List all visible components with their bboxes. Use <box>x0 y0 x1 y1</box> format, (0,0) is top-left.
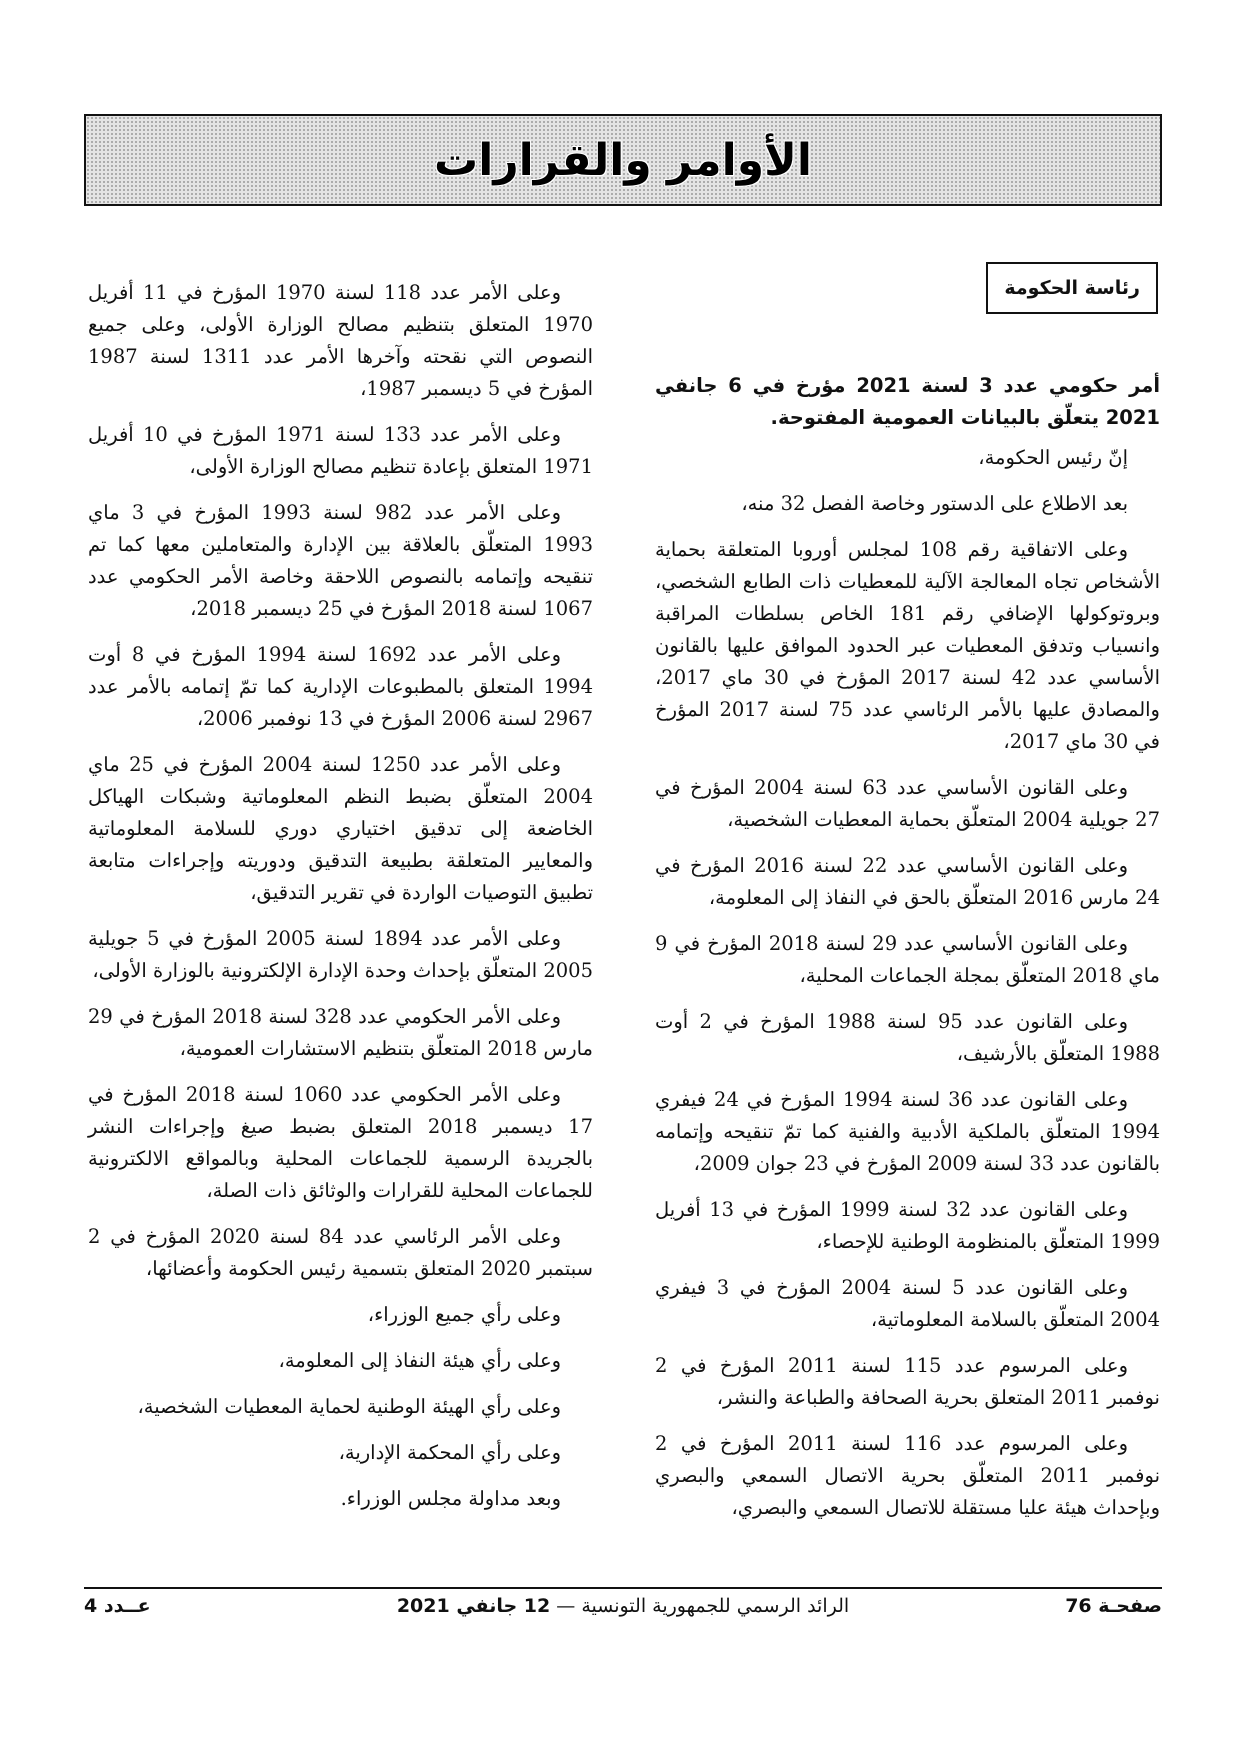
paragraph: وعلى القانون الأساسي عدد 22 لسنة 2016 المؤرخ في 24 مارس 2016 المتعلّق بالحق في النفاذ إلى المعلومة، <box>655 854 1160 909</box>
paragraph: وعلى رأي جميع الوزراء، <box>367 1303 561 1326</box>
paragraph: وعلى القانون الأساسي عدد 29 لسنة 2018 المؤرخ في 9 ماي 2018 المتعلّق بمجلة الجماعات المحلية، <box>655 932 1160 987</box>
paragraph: وعلى رأي المحكمة الإدارية، <box>338 1441 561 1464</box>
gazette-date: 12 جانفي 2021 <box>396 1595 551 1617</box>
paragraph: وعلى القانون عدد 5 لسنة 2004 المؤرخ في 3 فيفري 2004 المتعلّق بالسلامة المعلوماتية، <box>655 1276 1160 1331</box>
paragraph: وعلى المرسوم عدد 115 لسنة 2011 المؤرخ في 2 نوفمبر 2011 المتعلق بحرية الصحافة والطباعة والنشر، <box>655 1354 1160 1409</box>
paragraph: وعلى الأمر عدد 1692 لسنة 1994 المؤرخ في 8 أوت 1994 المتعلق بالمطبوعات الإدارية كما تمّ إتمامه بالأمر عدد 2967 لسنة 2006 المؤرخ في 13 نوفمبر 2006، <box>88 643 593 730</box>
paragraph: وعلى المرسوم عدد 116 لسنة 2011 المؤرخ في 2 نوفمبر 2011 المتعلّق بحرية الاتصال السمعي والبصري وبإحداث هيئة عليا مستقلة للاتصال السمعي والبصري، <box>655 1432 1160 1519</box>
paragraph: وعلى القانون عدد 32 لسنة 1999 المؤرخ في 13 أفريل 1999 المتعلّق بالمنظومة الوطنية للإحصاء، <box>655 1198 1160 1253</box>
page-number: صفحـة 76 <box>1065 1595 1162 1617</box>
page-footer <box>84 1595 1162 1631</box>
paragraph: وعلى الاتفاقية رقم 108 لمجلس أوروبا المتعلقة بحماية الأشخاص تجاه المعالجة الآلية للمعطيات ذات الطابع الشخصي، وبروتوكولها الإضافي رقم 181 الخاص بسلطات المراقبة وانسياب وتدفق المعطيات عبر الحدود الموافق عليها بالقانون الأساسي عدد 42 لسنة 2017 المؤرخ في 30 ماي 2017، والمصادق عليها بالأمر الرئاسي عدد 75 لسنة 2017 المؤرخ في 30 ماي 2017، <box>655 538 1160 753</box>
footer-divider <box>84 1587 1162 1589</box>
paragraph: وعلى الأمر عدد 1894 لسنة 2005 المؤرخ في 5 جويلية 2005 المتعلّق بإحداث وحدة الإدارة الإلكترونية بالوزارة الأولى، <box>88 927 593 982</box>
paragraph: وعلى القانون عدد 95 لسنة 1988 المؤرخ في 2 أوت 1988 المتعلّق بالأرشيف، <box>655 1010 1160 1065</box>
page-title: الأوامر والقرارات <box>434 134 812 186</box>
issue-number: عــدد 4 <box>84 1595 151 1617</box>
header-banner <box>84 114 1162 206</box>
paragraph: وعلى الأمر عدد 118 لسنة 1970 المؤرخ في 11 أفريل 1970 المتعلق بتنظيم مصالح الوزارة الأولى، وعلى جميع النصوص التي نقحته وآخرها الأمر عدد 1311 لسنة 1987 المؤرخ في 5 ديسمبر 1987، <box>88 281 593 400</box>
paragraph: وعلى رأي الهيئة الوطنية لحماية المعطيات الشخصية، <box>137 1395 561 1418</box>
paragraph: وعلى الأمر عدد 1250 لسنة 2004 المؤرخ في 25 ماي 2004 المتعلّق بضبط النظم المعلوماتية وشبكات الهياكل الخاضعة إلى تدقيق اختياري دوري للسلامة المعلوماتية والمعايير المتعلقة بطبيعة التدقيق ودوريته وإجراءات متابعة تطبيق التوصيات الواردة في تقرير التدقيق، <box>88 753 593 904</box>
paragraph: وعلى القانون الأساسي عدد 63 لسنة 2004 المؤرخ في 27 جويلية 2004 المتعلّق بحماية المعطيات الشخصية، <box>655 776 1160 831</box>
gazette-line <box>84 1595 1162 1617</box>
paragraph: إنّ رئيس الحكومة، <box>978 446 1128 469</box>
paragraph: وعلى الأمر الحكومي عدد 1060 لسنة 2018 المؤرخ في 17 ديسمبر 2018 المتعلق بضبط صيغ وإجراءات النشر بالجريدة الرسمية للجماعات المحلية وبالمواقع الالكترونية للجماعات المحلية للقرارات والوثائق ذات الصلة، <box>88 1083 593 1202</box>
right-column <box>655 262 1160 1538</box>
decree-title: أمر حكومي عدد 3 لسنة 2021 مؤرخ في 6 جانفي 2021 يتعلّق بالبيانات العمومية المفتوحة. <box>655 374 1161 429</box>
paragraph: وبعد مداولة مجلس الوزراء. <box>340 1487 561 1510</box>
paragraph: بعد الاطلاع على الدستور وخاصة الفصل 32 منه، <box>741 492 1128 515</box>
paragraph: وعلى الأمر عدد 982 لسنة 1993 المؤرخ في 3 ماي 1993 المتعلّق بالعلاقة بين الإدارة والمتعاملين معها كما تم تنقيحه وإتمامه بالنصوص اللاحقة وخاصة الأمر الحكومي عدد 1067 لسنة 2018 المؤرخ في 25 ديسمبر 2018، <box>88 501 593 620</box>
paragraph: وعلى الأمر الحكومي عدد 328 لسنة 2018 المؤرخ في 29 مارس 2018 المتعلّق بتنظيم الاستشارات العمومية، <box>88 1005 593 1060</box>
paragraph: وعلى الأمر الرئاسي عدد 84 لسنة 2020 المؤرخ في 2 سبتمبر 2020 المتعلق بتسمية رئيس الحكومة وأعضائها، <box>88 1225 593 1280</box>
gazette-name: الرائد الرسمي للجمهورية التونسية — <box>556 1595 850 1617</box>
paragraph: وعلى الأمر عدد 133 لسنة 1971 المؤرخ في 10 أفريل 1971 المتعلق بإعادة تنظيم مصالح الوزارة الأولى، <box>88 423 593 478</box>
left-column <box>88 277 593 1529</box>
paragraph: وعلى القانون عدد 36 لسنة 1994 المؤرخ في 24 فيفري 1994 المتعلّق بالملكية الأدبية والفنية كما تمّ تنقيحه وإتمامه بالقانون عدد 33 لسنة 2009 المؤرخ في 23 جوان 2009، <box>655 1088 1160 1175</box>
paragraph: وعلى رأي هيئة النفاذ إلى المعلومة، <box>278 1349 561 1372</box>
section-label: رئاسة الحكومة <box>986 262 1158 314</box>
